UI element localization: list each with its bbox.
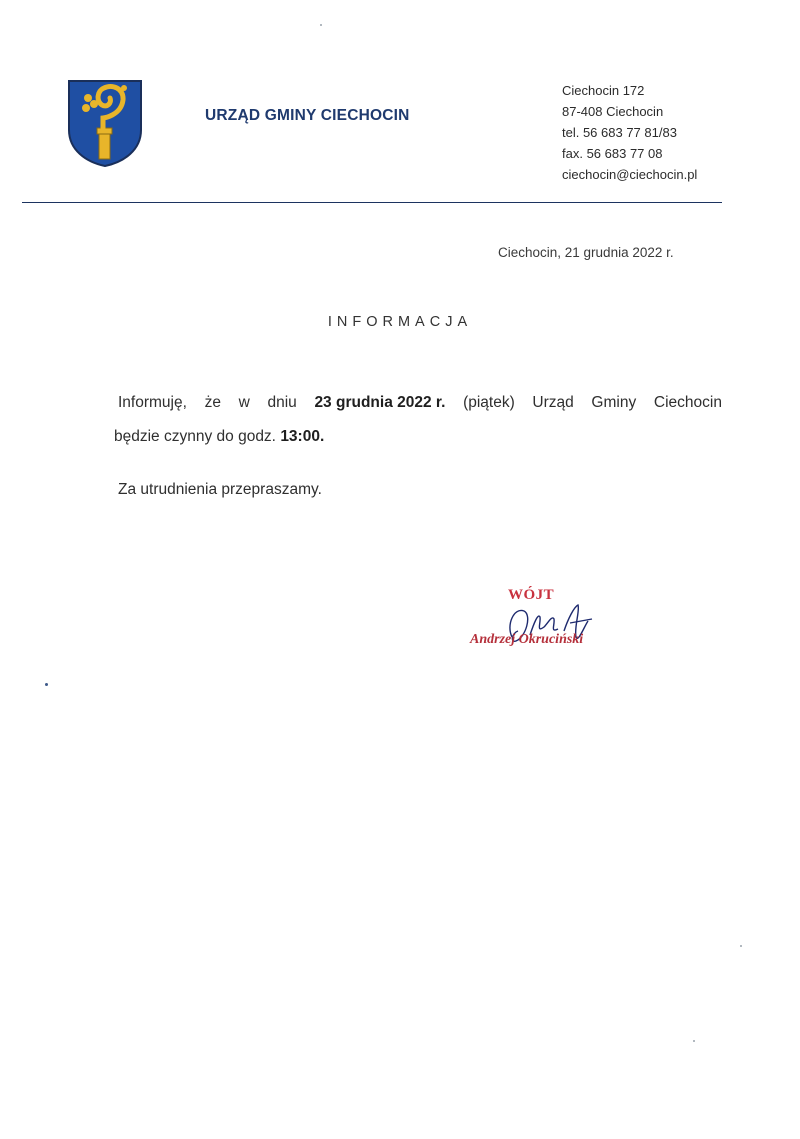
- document-title: INFORMACJA: [327, 314, 473, 330]
- scan-speck: [45, 683, 48, 686]
- document-body: [114, 394, 722, 498]
- text: będzie czynny do godz.: [114, 428, 276, 445]
- word: w: [238, 394, 250, 411]
- coat-of-arms-icon: [66, 78, 144, 168]
- signatory-name: Andrzej Okruciński: [470, 632, 584, 647]
- office-name: URZĄD GMINY CIECHOCIN: [205, 107, 410, 124]
- word: (piątek): [463, 394, 515, 411]
- scan-speck: [693, 1040, 695, 1042]
- word: dniu: [267, 394, 297, 411]
- place-date: Ciechocin, 21 grudnia 2022 r.: [498, 245, 674, 260]
- contact-block: [562, 80, 697, 185]
- closing-date: 23 grudnia 2022 r.: [314, 394, 446, 411]
- signature-stamp: [468, 585, 628, 660]
- scan-speck: [740, 945, 742, 947]
- word: Urząd: [532, 394, 574, 411]
- word: Ciechocin: [653, 394, 722, 411]
- paragraph-1-continuation: [114, 428, 324, 446]
- word: Informuję,: [118, 394, 187, 411]
- paragraph-2: Za utrudnienia przepraszamy.: [118, 481, 322, 498]
- header-divider: [22, 202, 722, 203]
- word: Gminy: [591, 394, 637, 411]
- contact-address: Ciechocin 172: [562, 83, 645, 98]
- contact-phone: tel. 56 683 77 81/83: [562, 125, 677, 140]
- closing-time: 13:00.: [280, 428, 325, 445]
- paragraph-1: [118, 394, 722, 420]
- contact-postal: 87-408 Ciechocin: [562, 104, 664, 119]
- contact-email[interactable]: ciechocin@ciechocin.pl: [562, 167, 698, 182]
- contact-fax: fax. 56 683 77 08: [562, 146, 663, 161]
- scan-speck: [320, 24, 322, 26]
- word: że: [204, 394, 221, 411]
- signature-title: WÓJT: [508, 587, 555, 603]
